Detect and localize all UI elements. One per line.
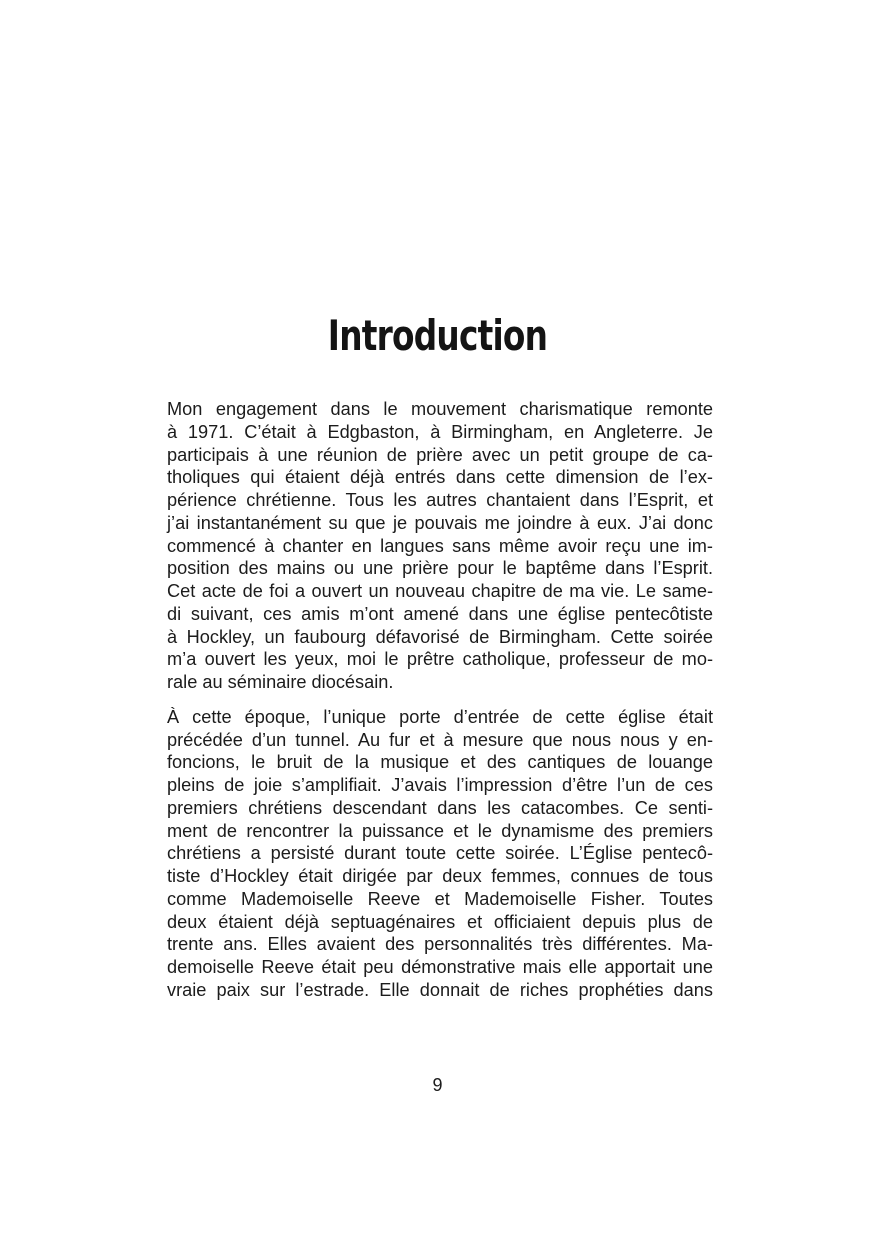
text-line: deux étaient déjà septuagénaires et officiaient depuis plus de [167, 911, 713, 932]
text-line: premiers chrétiens descendant dans les catacombes. Ce senti- [167, 797, 713, 818]
page-number: 9 [432, 1075, 443, 1095]
text-line: tiste d’Hockley était dirigée par deux femmes, connues de tous [167, 866, 713, 886]
text-line: trente ans. Elles avaient des personnalités très différentes. Ma- [167, 934, 713, 955]
text-line: commencé à chanter en langues sans même avoir reçu une im- [167, 535, 713, 556]
text-line: comme Mademoiselle Reeve et Mademoiselle Fisher. Toutes [167, 888, 713, 909]
chapter-title: Introduction [327, 311, 548, 361]
text-line: Cet acte de foi a ouvert un nouveau chapitre de ma vie. Le same- [167, 581, 713, 601]
text-line: chrétiens a persisté durant toute cette soirée. L’Église pentecô- [167, 843, 713, 864]
paragraph-2 [167, 706, 713, 1002]
text-line: foncions, le bruit de la musique et des cantiques de louange [167, 752, 713, 773]
text-line: rale au séminaire diocésain. [167, 672, 394, 692]
text-line: ment de rencontrer la puissance et le dynamisme des premiers [167, 820, 713, 841]
text-line: Mon engagement dans le mouvement charismatique remonte [167, 399, 713, 419]
body-text [167, 398, 713, 1014]
text-line: demoiselle Reeve était peu démonstrative mais elle apportait une [167, 957, 713, 977]
text-line: pleins de joie s’amplifiait. J’avais l’impression d’être l’un de ces [167, 775, 713, 795]
text-line: m’a ouvert les yeux, moi le prêtre catholique, professeur de mo- [167, 649, 713, 670]
text-line: j’ai instantanément su que je pouvais me joindre à eux. J’ai donc [167, 512, 713, 533]
text-line: périence chrétienne. Tous les autres chantaient dans l’Esprit, et [167, 490, 713, 510]
paragraph-1 [167, 398, 713, 694]
text-line: vraie paix sur l’estrade. Elle donnait de riches prophéties dans [167, 979, 713, 1000]
text-line: tholiques qui étaient déjà entrés dans cette dimension de l’ex- [167, 467, 713, 488]
text-line: À cette époque, l’unique porte d’entrée de cette église était [167, 706, 713, 727]
text-line: di suivant, ces amis m’ont amené dans une église pentecôtiste [167, 603, 713, 624]
text-line: position des mains ou une prière pour le baptême dans l’Esprit. [167, 558, 713, 579]
text-line: à 1971. C’était à Edgbaston, à Birmingham, en Angleterre. Je [167, 421, 713, 442]
text-line: participais à une réunion de prière avec un petit groupe de ca- [167, 444, 713, 465]
text-line: précédée d’un tunnel. Au fur et à mesure que nous nous y en- [167, 729, 713, 750]
text-line: à Hockley, un faubourg défavorisé de Birmingham. Cette soirée [167, 626, 713, 647]
